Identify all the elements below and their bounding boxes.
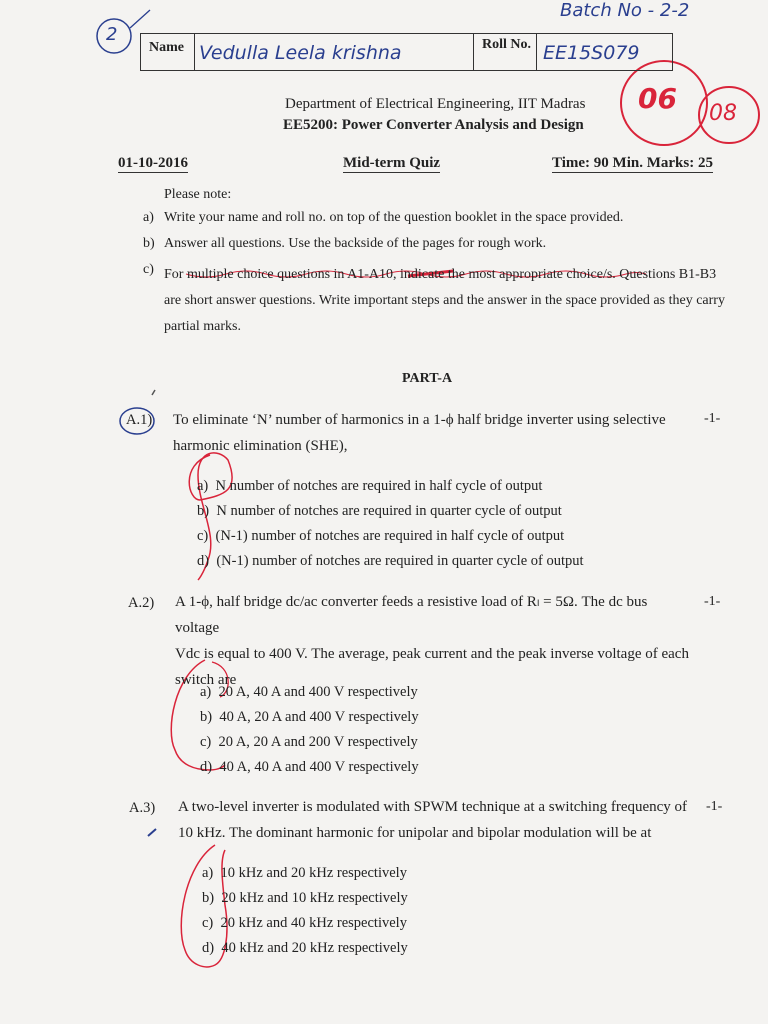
- question-line: To eliminate ‘N’ number of harmonics in a 1-ϕ half bridge inverter using selective: [173, 412, 666, 428]
- question-marks: -1-: [706, 799, 723, 814]
- option-a: a) N number of notches are required in half cycle of output: [197, 478, 543, 494]
- option-b: b) 20 kHz and 10 kHz respectively: [202, 890, 408, 906]
- note-text: For multiple choice questions in A1-A10, indicate the most appropriate choice/s. Questions B1-B3 are short answer questions. Write important steps and the answer in the space provided as they carry partial marks.: [164, 267, 725, 334]
- roll-label: Roll No.: [482, 37, 531, 52]
- option-c: c) (N-1) number of notches are required in half cycle of output: [197, 528, 565, 544]
- option-c: c) 20 A, 20 A and 200 V respectively: [200, 734, 418, 750]
- question-text: [175, 589, 695, 693]
- time-marks: Time: 90 Min. Marks: 25: [552, 155, 713, 171]
- note-label: a): [143, 210, 154, 225]
- score-handwritten-2: 08: [709, 101, 737, 126]
- note-text: Answer all questions. Use the backside of the pages for rough work.: [164, 236, 547, 251]
- question-number: A.2): [128, 595, 155, 611]
- option-c: c) 20 kHz and 40 kHz respectively: [202, 915, 407, 931]
- option-d: d) (N-1) number of notches are required in quarter cycle of output: [197, 553, 584, 569]
- department-line: Department of Electrical Engineering, IIT Madras: [285, 96, 586, 112]
- note-label: c): [143, 262, 154, 277]
- note-label: b): [143, 236, 155, 251]
- name-label: Name: [149, 40, 184, 55]
- batch-number-handwritten: Batch No - 2-2: [560, 0, 690, 21]
- question-number: A.1): [126, 412, 153, 428]
- note-text: Write your name and roll no. on top of the question booklet in the space provided.: [164, 210, 624, 225]
- option-a: a) 20 A, 40 A and 400 V respectively: [200, 684, 418, 700]
- option-a: a) 10 kHz and 20 kHz respectively: [202, 865, 407, 881]
- question-text: [178, 794, 698, 846]
- question-marks: -1-: [704, 594, 721, 609]
- name-roll-table: [140, 33, 673, 71]
- question-marks: -1-: [704, 411, 721, 426]
- student-name-handwritten: Vedulla Leela krishna: [199, 42, 402, 64]
- question-line: 10 kHz. The dominant harmonic for unipolar and bipolar modulation will be at: [178, 825, 652, 841]
- question-line: A two-level inverter is modulated with SPWM technique at a switching frequency of: [178, 799, 688, 815]
- question-text: [173, 407, 693, 459]
- circled-number-handwritten: 2: [106, 24, 118, 45]
- quiz-date: 01-10-2016: [118, 155, 188, 171]
- notes-heading: Please note:: [164, 187, 232, 202]
- score-handwritten: 06: [638, 82, 677, 115]
- question-line: A 1-ϕ, half bridge dc/ac converter feeds a resistive load of Rₗ = 5Ω. The dc bus voltage: [175, 594, 648, 636]
- part-title: PART-A: [402, 371, 453, 386]
- option-d: d) 40 kHz and 20 kHz respectively: [202, 940, 408, 956]
- roll-number-handwritten: EE15S079: [543, 42, 640, 64]
- question-number: A.3): [129, 800, 156, 816]
- quiz-title: Mid-term Quiz: [343, 155, 441, 171]
- option-b: b) 40 A, 20 A and 400 V respectively: [200, 709, 419, 725]
- course-title: EE5200: Power Converter Analysis and Design: [283, 117, 584, 133]
- option-d: d) 40 A, 40 A and 400 V respectively: [200, 759, 419, 775]
- question-line: switch are: [175, 672, 237, 688]
- question-line: harmonic elimination (SHE),: [173, 438, 348, 454]
- question-line: Vdc is equal to 400 V. The average, peak current and the peak inverse voltage of each: [175, 646, 689, 662]
- option-b: b) N number of notches are required in quarter cycle of output: [197, 503, 562, 519]
